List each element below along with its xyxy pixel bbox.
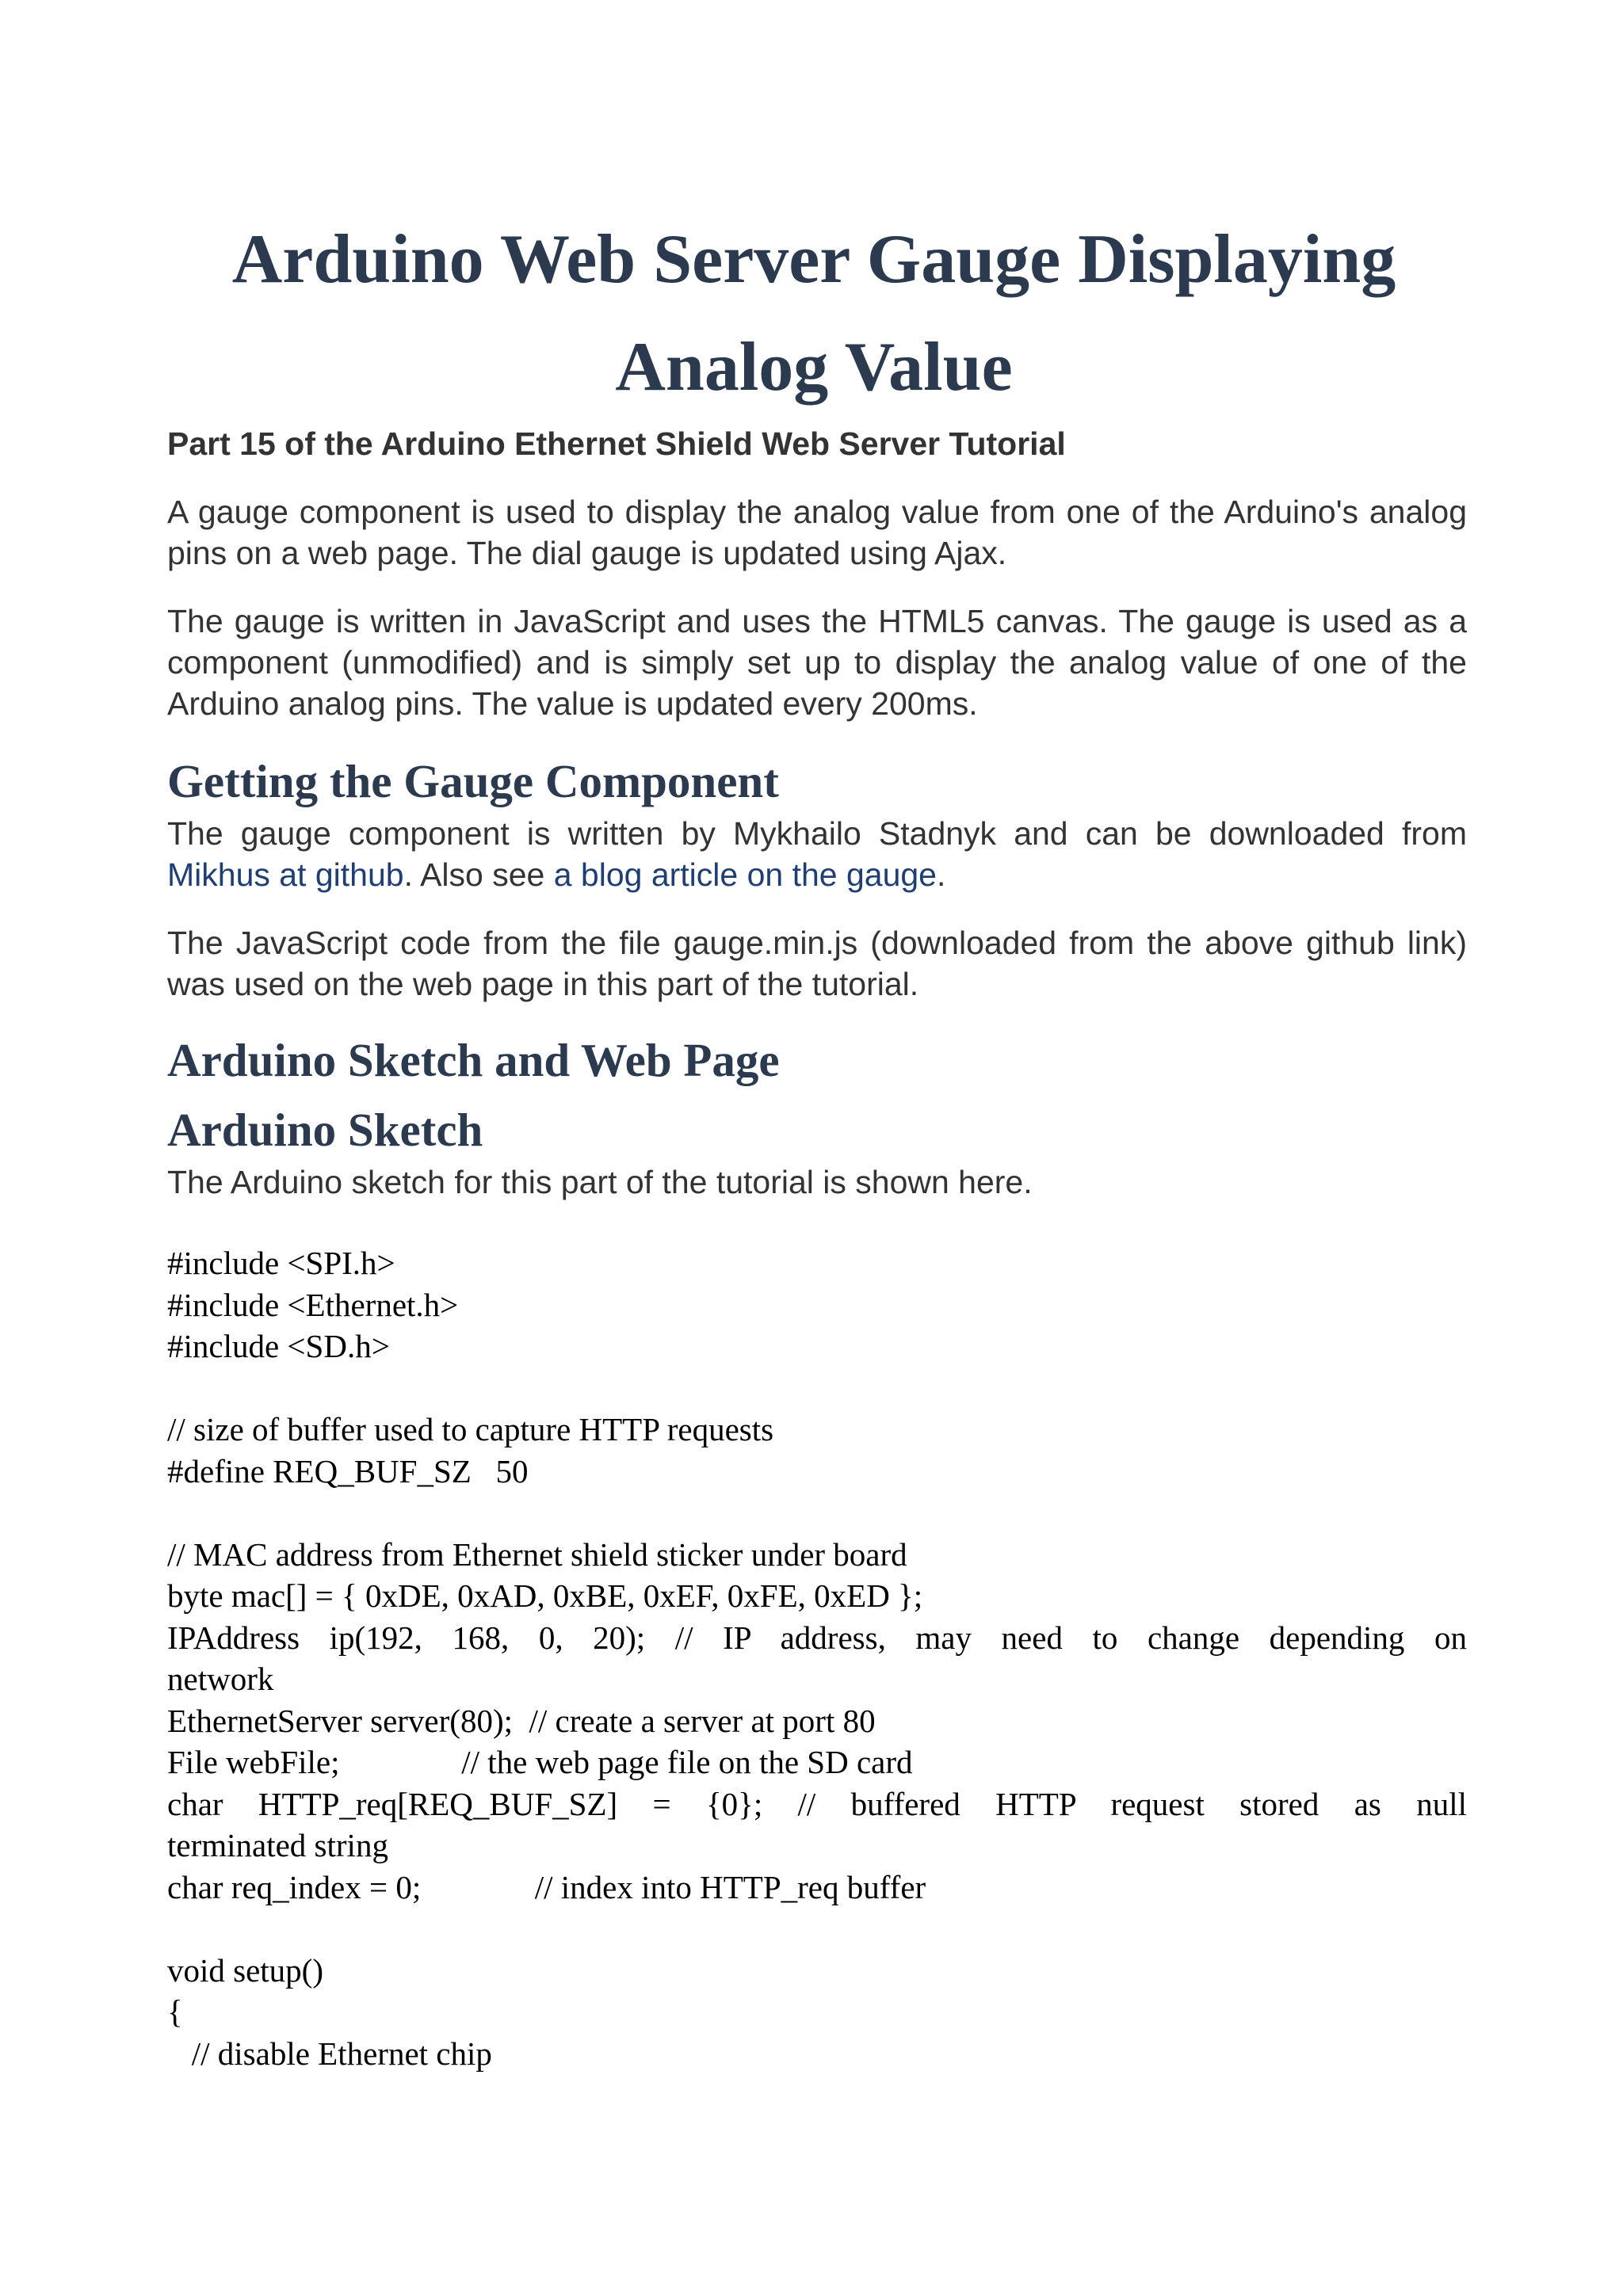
page-title: Arduino Web Server Gauge Displaying Analog Value — [231, 221, 1396, 406]
gauge-text-middle: . Also see — [403, 856, 554, 893]
code-blank-line — [167, 1908, 1467, 1950]
code-line: terminated string — [167, 1827, 388, 1863]
code-line: // disable Ethernet chip — [167, 2035, 492, 2072]
gauge-paragraph-2: The JavaScript code from the file gauge.min.js (downloaded from the above github link) was used on the web page in this part of the tutorial. — [167, 925, 1467, 1002]
code-blank-line — [167, 1492, 1467, 1534]
gauge-text-before: The gauge component is written by Mykhailo Stadnyk and can be downloaded from — [167, 815, 1467, 852]
code-listing — [167, 1242, 1467, 2074]
code-line: char req_index = 0; // index into HTTP_req buffer — [167, 1868, 926, 1905]
page-subtitle: Part 15 of the Arduino Ethernet Shield Web Server Tutorial — [167, 425, 1066, 462]
code-line: network — [167, 1661, 274, 1697]
code-line: #include <SD.h> — [167, 1328, 390, 1364]
section-heading-gauge: Getting the Gauge Component — [167, 755, 779, 807]
code-line: char HTTP_req[REQ_BUF_SZ] = {0}; // buffered HTTP request stored as null — [167, 1785, 1467, 1822]
intro-paragraph-2: The gauge is written in JavaScript and uses the HTML5 canvas. The gauge is used as a component (unmodified) and is simply set up to display the analog value of one of the Arduino analog pins. The value is updated every 200ms. — [167, 603, 1467, 722]
gauge-paragraph-1 — [167, 813, 1467, 895]
code-line: #include <SPI.h> — [167, 1245, 395, 1281]
code-line: byte mac[] = { 0xDE, 0xAD, 0xBE, 0xEF, 0xFE, 0xED }; — [167, 1577, 923, 1614]
mikhus-github-link[interactable]: Mikhus at github — [167, 856, 404, 893]
document-page — [167, 206, 1467, 2074]
code-line: // MAC address from Ethernet shield sticker under board — [167, 1535, 907, 1573]
code-line: void setup() — [167, 1951, 323, 1989]
intro-paragraph-1: A gauge component is used to display the analog value from one of the Arduino's analog pins on a web page. The dial gauge is updated using Ajax. — [167, 494, 1467, 571]
code-line: IPAddress ip(192, 168, 0, 20); // IP address, may need to change depending on — [167, 1619, 1467, 1656]
code-line: EthernetServer server(80); // create a server at port 80 — [167, 1702, 876, 1739]
code-line: // size of buffer used to capture HTTP requests — [167, 1411, 774, 1447]
subsection-heading-arduino-sketch: Arduino Sketch — [167, 1104, 483, 1156]
code-blank-line — [167, 1367, 1467, 1409]
gauge-text-after: . — [937, 856, 946, 893]
section-heading-sketch: Arduino Sketch and Web Page — [167, 1034, 780, 1086]
code-line: #include <Ethernet.h> — [167, 1286, 459, 1323]
sketch-intro-paragraph: The Arduino sketch for this part of the tutorial is shown here. — [167, 1164, 1033, 1200]
blog-article-link[interactable]: a blog article on the gauge — [553, 856, 937, 893]
code-line: #define REQ_BUF_SZ 50 — [167, 1452, 529, 1489]
code-line: File webFile; // the web page file on the SD card — [167, 1744, 913, 1780]
code-line: { — [167, 1993, 183, 2030]
